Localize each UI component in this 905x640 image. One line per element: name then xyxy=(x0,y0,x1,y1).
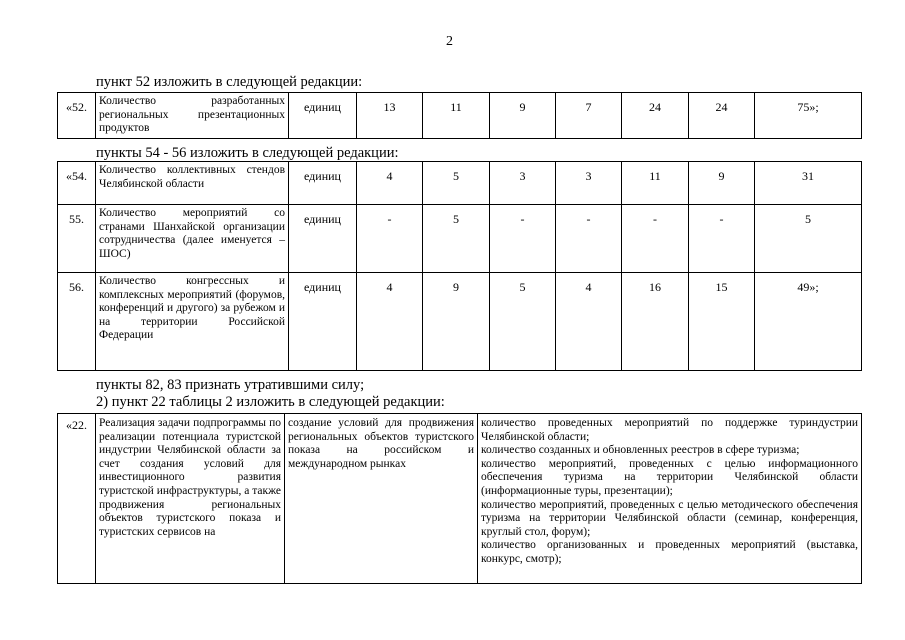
indicator-name: Количество конгрессных и комплексных мероприятий (форумов, конференций и другого) за рубежом и на территории Российской Федерации xyxy=(96,273,289,371)
indicator-item: количество мероприятий, проведенных с целью методического обеспечения туризма на территории Челябинской области (семинар, конференция, круглый стол, форум); xyxy=(481,498,858,538)
value-cell: 7 xyxy=(556,93,622,139)
row-number: 56. xyxy=(58,273,96,371)
indicator-item: количество созданных и обновленных реестров в сфере туризма; xyxy=(481,444,800,457)
value-cell: - xyxy=(490,205,556,273)
row-number: «54. xyxy=(58,162,96,205)
value-cell: 16 xyxy=(622,273,689,371)
indicator-name: Количество коллективных стендов Челябинской области xyxy=(96,162,289,205)
indicator-table-52 xyxy=(57,92,862,139)
value-cell: 9 xyxy=(490,93,556,139)
indicator-item: количество проведенных мероприятий по поддержке туриндустрии Челябинской области; xyxy=(481,417,858,443)
value-cell: 5 xyxy=(423,162,490,205)
table-row xyxy=(58,205,862,273)
total-cell: 75»; xyxy=(755,93,862,139)
unit-cell: единиц xyxy=(289,162,357,205)
row-number: «22. xyxy=(58,414,96,584)
unit-cell: единиц xyxy=(289,273,357,371)
row-number: «52. xyxy=(58,93,96,139)
value-cell: - xyxy=(357,205,423,273)
page-number: 2 xyxy=(446,34,453,49)
value-cell: 4 xyxy=(357,273,423,371)
value-cell: 9 xyxy=(423,273,490,371)
indicator-item: количество мероприятий, проведенных с целью информационного обеспечения туризма на территории Челябинской области (информационные туры, презентации); xyxy=(481,457,858,497)
unit-cell: единиц xyxy=(289,205,357,273)
table-row xyxy=(58,414,862,584)
indicator-item: количество организованных и проведенных мероприятий (выставка, конкурс, смотр); xyxy=(481,539,858,565)
table-row xyxy=(58,162,862,205)
indicators-cell xyxy=(478,414,862,584)
value-cell: 11 xyxy=(423,93,490,139)
value-cell: 9 xyxy=(689,162,755,205)
value-cell: 13 xyxy=(357,93,423,139)
amendment-line-82-83: пункты 82, 83 признать утратившими силу; xyxy=(96,377,365,393)
indicator-name: Количество разработанных региональных презентационных продуктов xyxy=(96,93,289,139)
total-cell: 31 xyxy=(755,162,862,205)
value-cell: 3 xyxy=(556,162,622,205)
indicator-name: Количество мероприятий со странами Шанхайской организации сотрудничества (далее именуется – ШОС) xyxy=(96,205,289,273)
value-cell: - xyxy=(622,205,689,273)
task-table-22 xyxy=(57,413,862,584)
table-row xyxy=(58,93,862,139)
value-cell: 4 xyxy=(357,162,423,205)
indicator-table-54-56 xyxy=(57,161,862,371)
total-cell: 5 xyxy=(755,205,862,273)
amendment-line-table2: 2) пункт 22 таблицы 2 изложить в следующей редакции: xyxy=(96,394,445,410)
value-cell: 4 xyxy=(556,273,622,371)
row-number: 55. xyxy=(58,205,96,273)
goal-description: создание условий для продвижения региональных объектов туристского показа на российском и международном рынках xyxy=(285,414,478,584)
value-cell: 15 xyxy=(689,273,755,371)
value-cell: 24 xyxy=(689,93,755,139)
value-cell: 11 xyxy=(622,162,689,205)
value-cell: - xyxy=(689,205,755,273)
table-row xyxy=(58,273,862,371)
unit-cell: единиц xyxy=(289,93,357,139)
value-cell: 5 xyxy=(490,273,556,371)
value-cell: 3 xyxy=(490,162,556,205)
amendment-line-52: пункт 52 изложить в следующей редакции: xyxy=(96,74,363,90)
value-cell: - xyxy=(556,205,622,273)
value-cell: 24 xyxy=(622,93,689,139)
value-cell: 5 xyxy=(423,205,490,273)
total-cell: 49»; xyxy=(755,273,862,371)
amendment-line-54-56: пункты 54 - 56 изложить в следующей редакции: xyxy=(96,145,399,161)
task-description: Реализация задачи подпрограммы по реализации потенциала туристской индустрии Челябинской области за счет создания условий для инвестиционного развития туристской инфраструктуры, а также продвижения региональных объектов туристского показа и туристских сервисов на xyxy=(96,414,285,584)
